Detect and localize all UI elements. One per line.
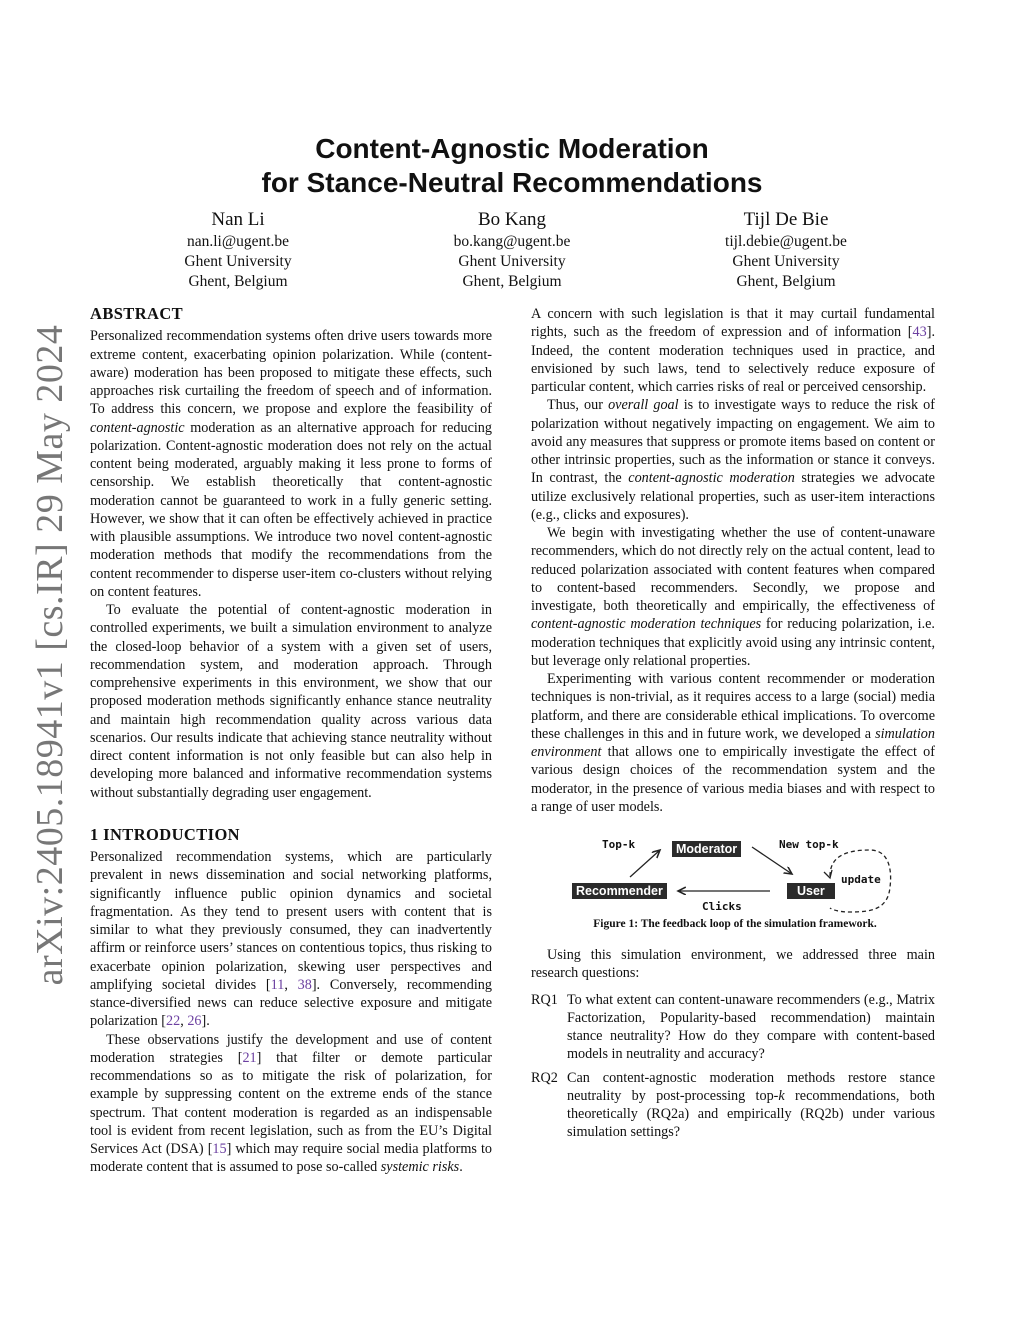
right-paragraph-1: A concern with such legislation is that it may curtail fundamental rights, such as the freedom of expression and of information [43]. Indeed, the content moderation techniques used in practice, and envisioned by such laws, tend to selectively reduce exposure of particular content, which carries risks of real or perceived censorship. xyxy=(531,306,935,395)
citation-link[interactable]: 15 xyxy=(212,1141,227,1157)
research-question-1 xyxy=(531,991,935,1064)
left-column xyxy=(90,305,492,1177)
moderator-box: Moderator xyxy=(672,841,741,857)
abstract-paragraph-1: Personalized recommendation systems often drive users towards more extreme content, exacerbating opinion polarization. While (content-aware) moderation has been proposed to mitigate these effects, such approaches risk curtailing the freedom of speech and of information. To address this concern, we propose and explore the feasibility of content-agnostic moderation as an alternative approach for reducing polarization. Content-agnostic moderation does not rely on the actual content being moderated, arguably making it less prone to forms of censorship. We establish theoretically that content-agnostic moderation cannot be guaranteed to work in a fully generic setting. However, we show that it can often be effectively achieved in practice with plausible assumptions. We introduce two novel content-agnostic moderation methods that modify the recommendations from the content recommender to disperse user-item co-clusters without relying on content features. xyxy=(90,328,492,600)
abstract-paragraph-2: To evaluate the potential of content-agnostic moderation in controlled experiments, we built a simulation environment to analyze the closed-loop behavior of a system with a given set of users, recommendation system, and moderation approach. Through comprehensive experiments in this environment, we show that our proposed moderation methods significantly enhance stance neutrality and maintain high recommendation quality across various data scenarios. Our results indicate that achieving stance neutrality without direct content information is not only feasible but can also help in developing more balanced and informative recommendation systems without substantially degrading user engagement. xyxy=(90,602,492,801)
author-affiliation: Ghent University xyxy=(458,253,566,270)
author-name: Tijl De Bie xyxy=(743,209,829,230)
rq-text: To what extent can content-unaware recommenders (e.g., Matrix Factorization, Popularity-based recommendation) maintain stance neutrality? How do they compare with content-based models in neutrality and accuracy? xyxy=(567,991,935,1063)
right-paragraph-4: Experimenting with various content recommender or moderation techniques is non-trivial, as it requires access to a large (social) media platform, and there are considerable ethical implications. To overcome these challenges in this and in future work, we developed a simulation environment that allows one to empirically investigate the effect of various design choices of the recommendation system and the moderator, in the presence of various media biases and with respect to a range of user models. xyxy=(531,671,935,815)
author-location: Ghent, Belgium xyxy=(188,273,288,290)
rq-label: RQ2 xyxy=(531,1069,558,1086)
arrow-moderator-to-user xyxy=(752,847,792,874)
title-line-1: Content-Agnostic Moderation xyxy=(315,133,709,164)
author-email[interactable]: bo.kang@ugent.be xyxy=(453,233,571,250)
right-paragraph-5: Using this simulation environment, we addressed three main research questions: xyxy=(531,947,935,982)
arrow-recommender-to-moderator xyxy=(630,850,660,877)
intro-paragraph-2: These observations justify the development and use of content moderation strategies [21] that filter or demote particular recommendations so as to mitigate the risk of polarization, for example by suppressing content on the extreme ends of the stance spectrum. That content moderation is regarded as an indispensable tool is evident from recent legislation, such as from the EU’s Digital Services Act (DSA) [15] which may require social media platforms to moderate content that is assumed to pose so-called systemic risks. xyxy=(90,1031,492,1176)
right-column-lower xyxy=(531,946,935,1142)
feedback-loop-figure xyxy=(530,832,940,922)
abstract-heading: ABSTRACT xyxy=(90,304,184,323)
figure-caption: Figure 1: The feedback loop of the simulation framework. xyxy=(593,918,877,930)
author-email[interactable]: tijl.debie@ugent.be xyxy=(725,233,847,250)
rq-label: RQ1 xyxy=(531,991,558,1008)
rq-text: Can content-agnostic moderation methods restore stance neutrality by post-processing top-k recommendations, both theoretically (RQ2a) and empirically (RQ2b) under various simulation settings? xyxy=(567,1069,935,1141)
arxiv-sidebar-stamp xyxy=(29,324,71,986)
research-question-2 xyxy=(531,1069,935,1142)
update-label: update xyxy=(841,873,881,886)
author-block-2 xyxy=(392,208,632,292)
recommender-box: Recommender xyxy=(572,883,667,899)
topk-label: Top-k xyxy=(602,838,636,851)
author-affiliation: Ghent University xyxy=(184,253,292,270)
author-block-1 xyxy=(118,208,358,292)
intro-paragraph-1: Personalized recommendation systems, which are particularly prevalent in news dissemination and social networking platforms, significantly influence public opinion dynamics and societal fragmentation. As they tend to present users with content that is similar to what they previously consumed, they can inadvertently affirm or reinforce users’ stances on contentious topics, thus risking to exacerbate opinion polarization, skewing user perspectives and amplifying societal divides [11, 38]. Conversely, recommending stance-diversified news can reduce selective exposure and mitigate polarization [22, 26]. xyxy=(90,849,492,1030)
author-location: Ghent, Belgium xyxy=(736,273,836,290)
author-name: Nan Li xyxy=(211,209,265,230)
title-line-2: for Stance-Neutral Recommendations xyxy=(261,167,763,198)
author-email[interactable]: nan.li@ugent.be xyxy=(186,233,290,250)
citation-link[interactable]: 38 xyxy=(297,976,312,993)
author-name: Bo Kang xyxy=(477,209,547,230)
right-paragraph-3: We begin with investigating whether the use of content-unaware recommenders, which do not directly rely on the actual content, lead to reduced polarization associated with content features when compared to content-based recommenders. Secondly, we propose and investigate, both theoretically and empirically, the effectiveness of content-agnostic moderation techniques for reducing polarization, i.e. moderation techniques that explicitly avoid using any intrinsic content, but leverage only relational properties. xyxy=(531,525,935,669)
right-column-upper xyxy=(531,305,935,816)
user-box: User xyxy=(787,883,835,899)
right-paragraph-2: Thus, our overall goal is to investigate ways to reduce the risk of polarization without negatively impacting on engagement. We aim to avoid any measures that suppress or promote items based on content or other intrinsic properties, such as the information or stance it conveys. In contrast, the content-agnostic moderation strategies we advocate utilize exclusively relational properties, such as user-item interactions (e.g., clicks and exposures). xyxy=(531,397,935,523)
author-block-3 xyxy=(666,208,906,292)
arxiv-id: arXiv:2405.18941v1 [cs.IR] 29 May 2024 xyxy=(29,324,71,986)
author-location: Ghent, Belgium xyxy=(462,273,562,290)
citation-link[interactable]: 43 xyxy=(912,324,927,341)
author-affiliation: Ghent University xyxy=(732,253,840,270)
citation-link[interactable]: 21 xyxy=(242,1049,257,1066)
new-topk-label: New top-k xyxy=(779,838,839,851)
citation-link[interactable]: 22 xyxy=(166,1013,181,1030)
citation-link[interactable]: 26 xyxy=(187,1013,202,1030)
clicks-label: Clicks xyxy=(702,900,742,913)
paper-title xyxy=(0,132,1024,200)
citation-link[interactable]: 11 xyxy=(270,976,285,993)
intro-heading: 1 INTRODUCTION xyxy=(90,824,240,844)
